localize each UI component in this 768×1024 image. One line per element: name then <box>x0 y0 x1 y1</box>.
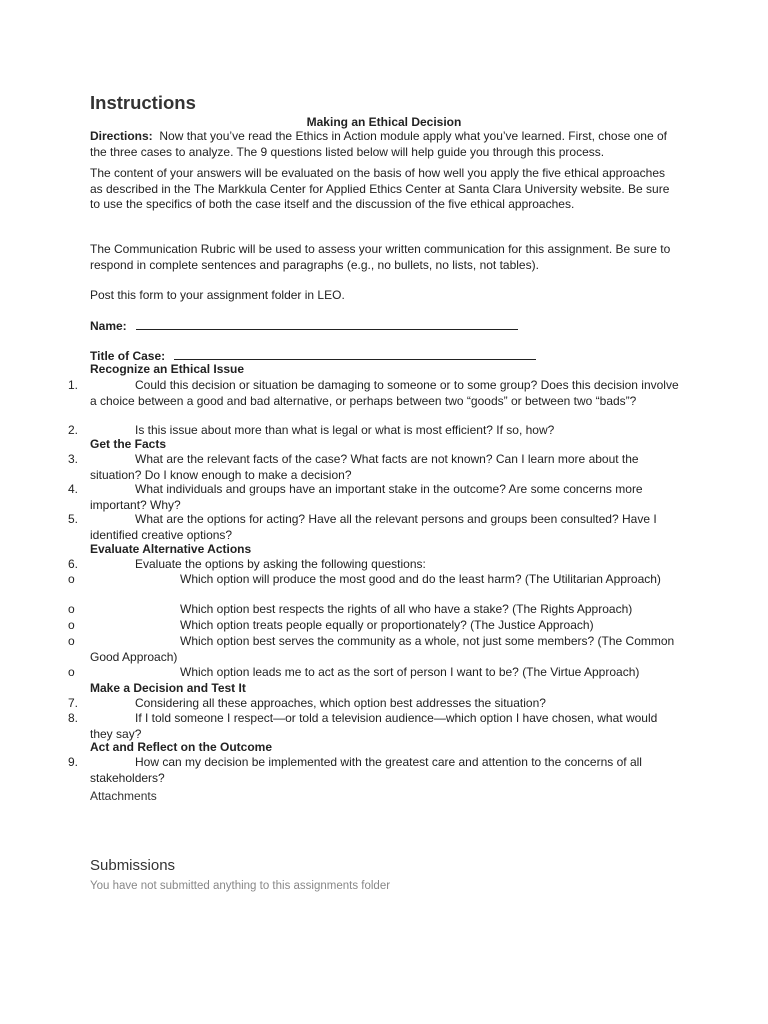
submissions-heading: Submissions <box>90 857 176 874</box>
question-3-text: What are the relevant facts of the case? What facts are not known? Can I learn more about the situation? Do I know enough to make a decision? <box>90 452 639 482</box>
question-9-text: How can my decision be implemented with the greatest care and attention to the concerns of all stakeholders? <box>90 755 642 785</box>
bullet-marker: o <box>68 602 75 616</box>
question-4 <box>90 482 680 513</box>
question-9 <box>90 755 680 786</box>
question-7-text: Considering all these approaches, which option best addresses the situation? <box>135 696 546 710</box>
section-heading-facts: Get the Facts <box>90 437 167 451</box>
sub-question-virtue-text: Which option leads me to act as the sort of person I want to be? (The Virtue Approach) <box>180 665 640 679</box>
sub-question-utilitarian-text: Which option will produce the most good and do the least harm? (The Utilitarian Approach) <box>180 572 661 586</box>
question-number-2: 2. <box>67 423 78 437</box>
question-2-text: Is this issue about more than what is legal or what is most efficient? If so, how? <box>135 423 555 437</box>
bullet-marker: o <box>68 634 75 648</box>
directions-paragraph <box>90 129 680 160</box>
question-number-9: 9. <box>67 755 78 769</box>
question-number-7: 7. <box>67 696 78 710</box>
sub-question-justice <box>90 618 680 634</box>
question-number-5: 5. <box>67 512 78 526</box>
question-number-6: 6. <box>67 557 78 571</box>
sub-question-rights-text: Which option best respects the rights of all who have a stake? (The Rights Approach) <box>180 602 633 616</box>
directions-text: Now that you’ve read the Ethics in Action module apply what you’ve learned. First, chose one of the three cases to analyze. The 9 questions listed below will help guide you through this process. <box>90 129 667 159</box>
section-heading-evaluate: Evaluate Alternative Actions <box>90 542 252 556</box>
question-3 <box>90 452 680 483</box>
rubric-paragraph: The Communication Rubric will be used to assess your written communication for this assignment. Be sure to respond in complete sentences and paragraphs (e.g., no bullets, no lists, not tables). <box>90 242 671 272</box>
directions-label: Directions: <box>90 129 153 143</box>
sub-question-rights <box>90 602 680 618</box>
name-label: Name: <box>90 319 127 333</box>
bullet-marker: o <box>68 618 75 632</box>
sub-question-common-good <box>90 634 680 665</box>
sub-question-justice-text: Which option treats people equally or proportionately? (The Justice Approach) <box>180 618 594 632</box>
bullet-marker: o <box>68 572 75 586</box>
question-number-3: 3. <box>67 452 78 466</box>
evaluation-paragraph: The content of your answers will be evaluated on the basis of how well you apply the five ethical approaches as described in the The Markkula Center for Applied Ethics Center at Santa Clara University website. Be sure to use the specifics of both the case itself and the discussion of the five ethical approaches. <box>90 166 670 211</box>
name-field <box>90 318 518 333</box>
question-6-text: Evaluate the options by asking the following questions: <box>135 557 426 571</box>
question-6 <box>90 557 680 573</box>
question-5 <box>90 512 680 543</box>
question-7 <box>90 696 680 712</box>
sub-question-utilitarian <box>90 572 680 588</box>
bullet-marker: o <box>68 665 75 679</box>
section-heading-reflect: Act and Reflect on the Outcome <box>90 740 273 754</box>
title-of-case-label: Title of Case: <box>90 349 166 363</box>
section-heading-recognize: Recognize an Ethical Issue <box>90 362 245 376</box>
question-number-4: 4. <box>67 482 78 496</box>
question-1-text: Could this decision or situation be damaging to someone or to some group? Does this decision involve a choice between a good and bad alternative, or perhaps between two “goods” or between two “bads”? <box>90 378 679 408</box>
question-4-text: What individuals and groups have an important stake in the outcome? Are some concerns more important? Why? <box>90 482 643 512</box>
attachments-label: Attachments <box>90 789 157 803</box>
title-of-case-underline <box>174 348 536 360</box>
question-8 <box>90 711 680 742</box>
page-title: Instructions <box>90 92 196 113</box>
question-1 <box>90 378 680 409</box>
question-5-text: What are the options for acting? Have all the relevant persons and groups been consulted? Have I identified creative options? <box>90 512 657 542</box>
sub-question-virtue <box>90 665 680 681</box>
document-subtitle: Making an Ethical Decision <box>306 115 462 129</box>
name-underline <box>136 318 518 330</box>
question-2 <box>90 423 680 439</box>
question-number-1: 1. <box>67 378 78 392</box>
title-of-case-field <box>90 348 536 363</box>
question-8-text: If I told someone I respect—or told a television audience—which option I have chosen, what would they say? <box>90 711 658 741</box>
submissions-empty-note: You have not submitted anything to this assignments folder <box>90 880 391 892</box>
question-number-8: 8. <box>67 711 78 725</box>
post-paragraph: Post this form to your assignment folder in LEO. <box>90 288 345 302</box>
sub-question-common-good-text: Which option best serves the community as a whole, not just some members? (The Common Good Approach) <box>90 634 675 664</box>
section-heading-decision: Make a Decision and Test It <box>90 681 246 695</box>
